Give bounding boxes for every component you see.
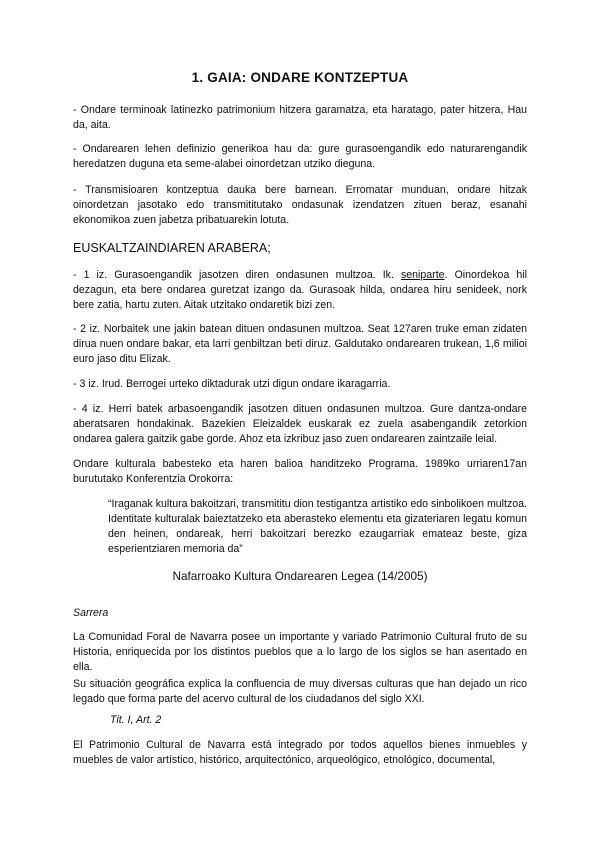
law-reference: Nafarroako Kultura Ondarearen Legea (14/2005) bbox=[172, 569, 428, 583]
sarrera-label: Sarrera bbox=[73, 607, 109, 619]
definition-1-start: - 1 iz. Gurasoengandik jasotzen diren ondasunen multzoa. Ik. bbox=[73, 269, 401, 281]
seniparte-link[interactable]: seniparte bbox=[400, 269, 445, 281]
definition-4: - 4 iz. Herri batek arbasoengandik jasotzen dituen ondasunen multzoa. Gure dantza-ondare aberatsaren hondakinak. Bazekien Eleizaldek euskarak ez zuela asabengandik zetorkion ondarea galera gaitzik gabe gorde. Ahoz eta izkribuz jaso zuen ondarearen zaintzaile leial. bbox=[73, 403, 527, 445]
page-title: 1. GAIA: ONDARE KONTZEPTUA bbox=[191, 70, 409, 85]
intro-paragraph-3: - Transmisioaren kontzeptua dauka bere barnean. Erromatar munduan, ondare hitzak oinordetzan jasotako edo transmititutako ondasunak izendatzen zituen beraz, esanahi ekonomikoa zuen jabetza pribatuarekin lotuta. bbox=[73, 184, 527, 226]
article-paragraph: El Patrimonio Cultural de Navarra está integrado por todos aquellos bienes inmuebles y muebles de valor artístico, histórico, arquitectónico, arqueológico, etnológico, documental, bbox=[73, 739, 527, 766]
sarrera-paragraph-2: Su situación geográfica explica la confluencia de muy diversas culturas que han dejado un rico legado que forma parte del acervo cultural de los ciudadanos del siglo XXI. bbox=[73, 678, 527, 705]
definition-2: - 2 iz. Norbaitek une jakin batean dituen ondasunen multzoa. Seat 127aren truke eman zidaten dirua nuen ondare bakar, eta larri genbiltzan beti diruz. Galdutako ondarearen trukean, 1,6 milioi euro jaso ditu Elizak. bbox=[73, 323, 527, 365]
definition-3: - 3 iz. Irud. Berrogei urteko diktadurak utzi digun ondare ikaragarria. bbox=[73, 378, 391, 390]
article-label: Tit. I, Art. 2 bbox=[110, 714, 162, 726]
intro-paragraph-2: - Ondarearen lehen definizio generikoa hau da: gure gurasoengandik edo naturarengandik heredatzen duguna eta seme-alabei oinordetzan utziko dieguna. bbox=[73, 143, 527, 170]
programme-paragraph: Ondare kulturala babesteko eta haren balioa handitzeko Programa. 1989ko urriaren17an burututako Konferentzia Orokorra: bbox=[73, 458, 527, 485]
definition-1 bbox=[73, 268, 527, 313]
conference-quote: “Iraganak kultura bakoitzari, transmititu dion testigantza artistiko edo sinbolikoen multzoa. Identitate kulturalak baieztatzeko eta aberasteko elementu eta gizateriaren legatu komun den heinen, ondareak, herri bakoitzari berezko ezaugarriak emateaz beste, giza esperientziaren memoria da” bbox=[108, 498, 527, 555]
section-heading: EUSKALTZAINDIAREN ARABERA; bbox=[73, 241, 271, 255]
sarrera-paragraph-1: La Comunidad Foral de Navarra posee un importante y variado Patrimonio Cultural fruto de su Historia, enriquecida por los distintos pueblos que a lo largo de los siglos se han asentado en ella. bbox=[73, 631, 527, 673]
definition-1-end: . Oinordekoa hil dezagun, eta bere ondarea guretzat izango da. Gurasoak hilda, ondarea hiru senideek, nork bere zatia, hartu zuten. Aitak utzitako ondaretik bizi zen. bbox=[73, 269, 527, 311]
intro-paragraph-1: - Ondare terminoak latinezko patrimonium hitzera garamatza, eta haratago, pater hitzera, Hau da, aita. bbox=[73, 104, 527, 131]
